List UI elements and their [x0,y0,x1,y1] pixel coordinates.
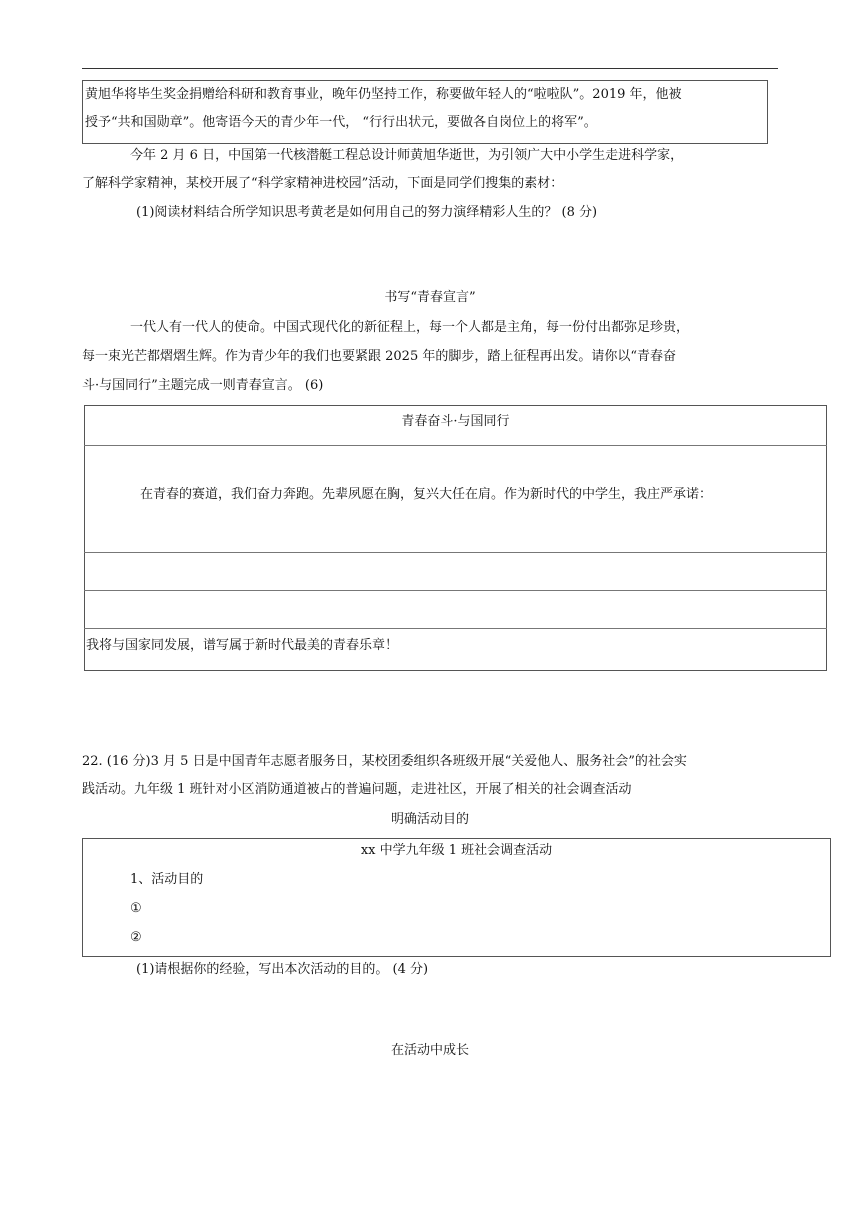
material-line-2: 授予“共和国勋章”。他寄语今天的青少年一代， “行行出状元，要做各自岗位上的将军”。 [85,115,597,130]
question-1: (1)阅读材料结合所学知识思考黄老是如何用自己的努力演绎精彩人生的？ (8 分) [136,205,598,220]
material-line-1: 黄旭华将毕生奖金捐赠给科研和教育事业，晚年仍坚持工作，称要做年轻人的“啦啦队”。2019 年，他被 [85,87,682,102]
survey-mark-2: ② [130,930,142,945]
declaration-closing: 我将与国家同发展，谱写属于新时代最美的青春乐章！ [86,638,399,653]
section-title-youth: 书写“青春宣言” [384,290,476,305]
youth-line-3: 斗·与国同行”主题完成一则青春宣言。 (6) [82,378,324,393]
declaration-opening: 在青春的赛道，我们奋力奔跑。先辈夙愿在胸，复兴大任在肩。作为新时代的中学生，我庄严承诺： [140,487,713,502]
question-22-line-2: 践活动。九年级 1 班针对小区消防通道被占的普遍问题，走进社区，开展了相关的社会调查活动 [82,782,632,797]
youth-line-2: 每一束光芒都熠熠生辉。作为青少年的我们也要紧跟 2025 年的脚步，踏上征程再出发。请你以“青春奋 [82,349,676,364]
blank-row[interactable] [84,591,827,627]
table-divider [84,445,827,446]
youth-line-1: 一代人有一代人的使命。中国式现代化的新征程上，每一个人都是主角，每一份付出都弥足珍贵， [130,320,690,335]
top-rule [82,68,778,69]
blank-row[interactable] [84,553,827,589]
survey-item-title: 1、活动目的 [130,872,204,887]
table-divider [84,628,827,629]
question-22-1: (1)请根据你的经验，写出本次活动的目的。 (4 分) [136,962,429,977]
survey-heading: xx 中学九年级 1 班社会调查活动 [360,843,553,858]
section-title-growth: 在活动中成长 [390,1043,469,1058]
section-subtitle-purpose: 明确活动目的 [390,812,469,827]
survey-mark-1: ① [130,901,142,916]
question-22-line-1: 22. (16 分)3 月 5 日是中国青年志愿者服务日，某校团委组织各班级开展“关爱他人、服务社会”的社会实 [82,754,687,769]
intro-line-1: 今年 2 月 6 日，中国第一代核潜艇工程总设计师黄旭华逝世，为引领广大中小学生走进科学家， [130,148,684,163]
intro-line-2: 了解科学家精神，某校开展了“科学家精神进校园”活动，下面是同学们搜集的素材： [82,176,564,191]
declaration-heading: 青春奋斗·与国同行 [401,414,510,429]
